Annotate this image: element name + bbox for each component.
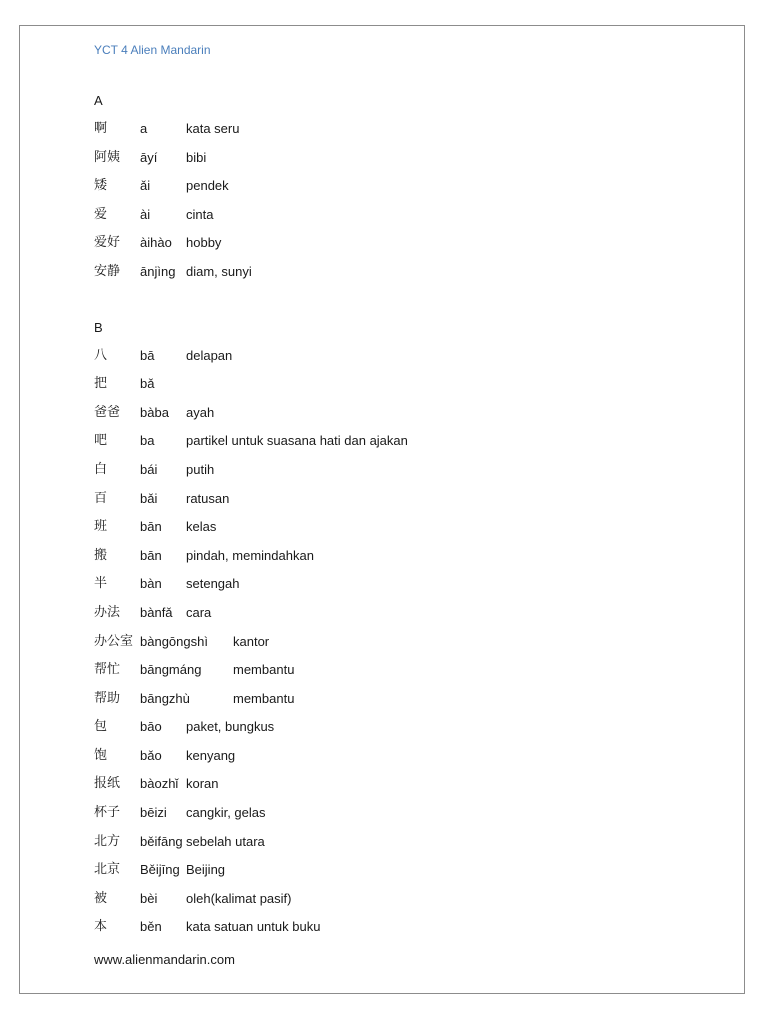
meaning: kantor <box>233 633 270 649</box>
hanzi: 百 <box>94 490 108 506</box>
pinyin: bái <box>140 461 158 477</box>
vocab-row <box>94 599 714 628</box>
hanzi: 白 <box>94 461 108 477</box>
vocab-row <box>94 913 714 942</box>
vocab-row <box>94 370 714 399</box>
document-content <box>94 40 714 970</box>
vocab-row <box>94 229 714 258</box>
meaning: pendek <box>186 178 229 194</box>
meaning: partikel untuk suasana hati dan ajakan <box>186 433 408 449</box>
vocab-row <box>94 742 714 771</box>
hanzi: 爱 <box>94 206 108 222</box>
vocab-row <box>94 828 714 857</box>
pinyin: běifāng <box>140 833 183 849</box>
meaning: diam, sunyi <box>186 263 252 279</box>
pinyin: ài <box>140 206 151 222</box>
meaning: kelas <box>186 519 217 535</box>
footer-url: www.alienmandarin.com <box>94 952 235 968</box>
vocab-row <box>94 770 714 799</box>
vocab-row <box>94 885 714 914</box>
vocab-row <box>94 144 714 173</box>
pinyin: ba <box>140 433 155 449</box>
document-header: YCT 4 Alien Mandarin <box>94 43 211 57</box>
hanzi: 包 <box>94 719 108 735</box>
pinyin: a <box>140 121 148 136</box>
pinyin: ǎi <box>140 178 151 194</box>
pinyin: ānjìng <box>140 263 176 279</box>
meaning: kenyang <box>186 747 236 763</box>
pinyin: bàngōngshì <box>140 633 208 649</box>
vocab-row <box>94 342 714 371</box>
hanzi: 八 <box>94 347 108 363</box>
pinyin: bàba <box>140 404 169 420</box>
meaning: paket, bungkus <box>186 719 275 735</box>
vocab-row <box>94 685 714 714</box>
pinyin: Běijīng <box>140 862 180 878</box>
vocab-row <box>94 427 714 456</box>
meaning: delapan <box>186 347 233 363</box>
hanzi: 帮忙 <box>94 662 121 678</box>
pinyin: bān <box>140 519 162 535</box>
pinyin: bāngmáng <box>140 662 202 678</box>
vocab-row <box>94 399 714 428</box>
meaning: ratusan <box>186 490 230 506</box>
pinyin: bǎi <box>140 490 158 506</box>
hanzi: 爸爸 <box>94 404 121 420</box>
section-a <box>94 87 714 287</box>
meaning: koran <box>186 776 219 792</box>
hanzi: 北京 <box>94 862 121 878</box>
pinyin: běn <box>140 919 162 935</box>
meaning: sebelah utara <box>186 833 265 849</box>
vocab-row <box>94 656 714 685</box>
pinyin: bànfǎ <box>140 604 173 620</box>
vocab-row <box>94 201 714 230</box>
meaning: membantu <box>233 662 295 678</box>
hanzi: 矮 <box>94 178 108 194</box>
pinyin: bàozhǐ <box>140 776 179 792</box>
hanzi: 把 <box>94 376 108 392</box>
section-letter: B <box>94 319 103 335</box>
pinyin: bèi <box>140 890 158 906</box>
vocab-row <box>94 856 714 885</box>
hanzi: 北方 <box>94 833 121 849</box>
meaning: membantu <box>233 690 295 706</box>
hanzi: 阿姨 <box>94 149 121 165</box>
pinyin: bǎo <box>140 747 162 763</box>
pinyin: bǎ <box>140 376 155 392</box>
hanzi: 报纸 <box>94 776 121 792</box>
document-page <box>19 25 745 994</box>
vocab-row <box>94 258 714 287</box>
meaning: kata satuan untuk buku <box>186 919 321 935</box>
vocab-row <box>94 542 714 571</box>
meaning: hobby <box>186 235 222 251</box>
vocab-row <box>94 628 714 657</box>
section-b <box>94 314 714 942</box>
pinyin: bāngzhù <box>140 690 190 706</box>
pinyin: bàn <box>140 576 162 592</box>
pinyin: āyí <box>140 149 158 165</box>
meaning: Beijing <box>186 862 226 878</box>
pinyin: bāo <box>140 719 162 735</box>
vocab-row <box>94 799 714 828</box>
hanzi: 半 <box>94 576 108 592</box>
meaning: kata seru <box>186 121 240 136</box>
pinyin: bān <box>140 547 162 563</box>
hanzi: 饱 <box>94 747 108 763</box>
hanzi: 安静 <box>94 263 121 279</box>
vocab-row <box>94 172 714 201</box>
hanzi: 杯子 <box>94 805 121 821</box>
hanzi: 搬 <box>94 547 108 563</box>
hanzi: 被 <box>94 890 108 906</box>
meaning: bibi <box>186 149 207 165</box>
hanzi: 帮助 <box>94 690 121 706</box>
hanzi: 吧 <box>94 433 108 449</box>
vocab-row <box>94 513 714 542</box>
vocab-row <box>94 456 714 485</box>
hanzi: 班 <box>94 519 108 535</box>
hanzi: 爱好 <box>94 235 121 251</box>
pinyin: àihào <box>140 235 172 251</box>
hanzi: 本 <box>94 919 108 935</box>
pinyin: bēizi <box>140 805 167 821</box>
vocab-row <box>94 485 714 514</box>
meaning: pindah, memindahkan <box>186 547 314 563</box>
meaning: cara <box>186 604 212 620</box>
vocab-row <box>94 115 714 144</box>
meaning: cinta <box>186 206 214 222</box>
meaning: setengah <box>186 576 240 592</box>
pinyin: bā <box>140 347 155 363</box>
hanzi: 办法 <box>94 604 121 620</box>
section-letter: A <box>94 93 103 108</box>
vocab-row <box>94 713 714 742</box>
vocab-row <box>94 570 714 599</box>
hanzi: 啊 <box>94 121 108 136</box>
hanzi: 办公室 <box>94 633 134 649</box>
meaning: oleh(kalimat pasif) <box>186 890 292 906</box>
meaning: ayah <box>186 404 215 420</box>
meaning: putih <box>186 461 215 477</box>
meaning: cangkir, gelas <box>186 805 266 821</box>
